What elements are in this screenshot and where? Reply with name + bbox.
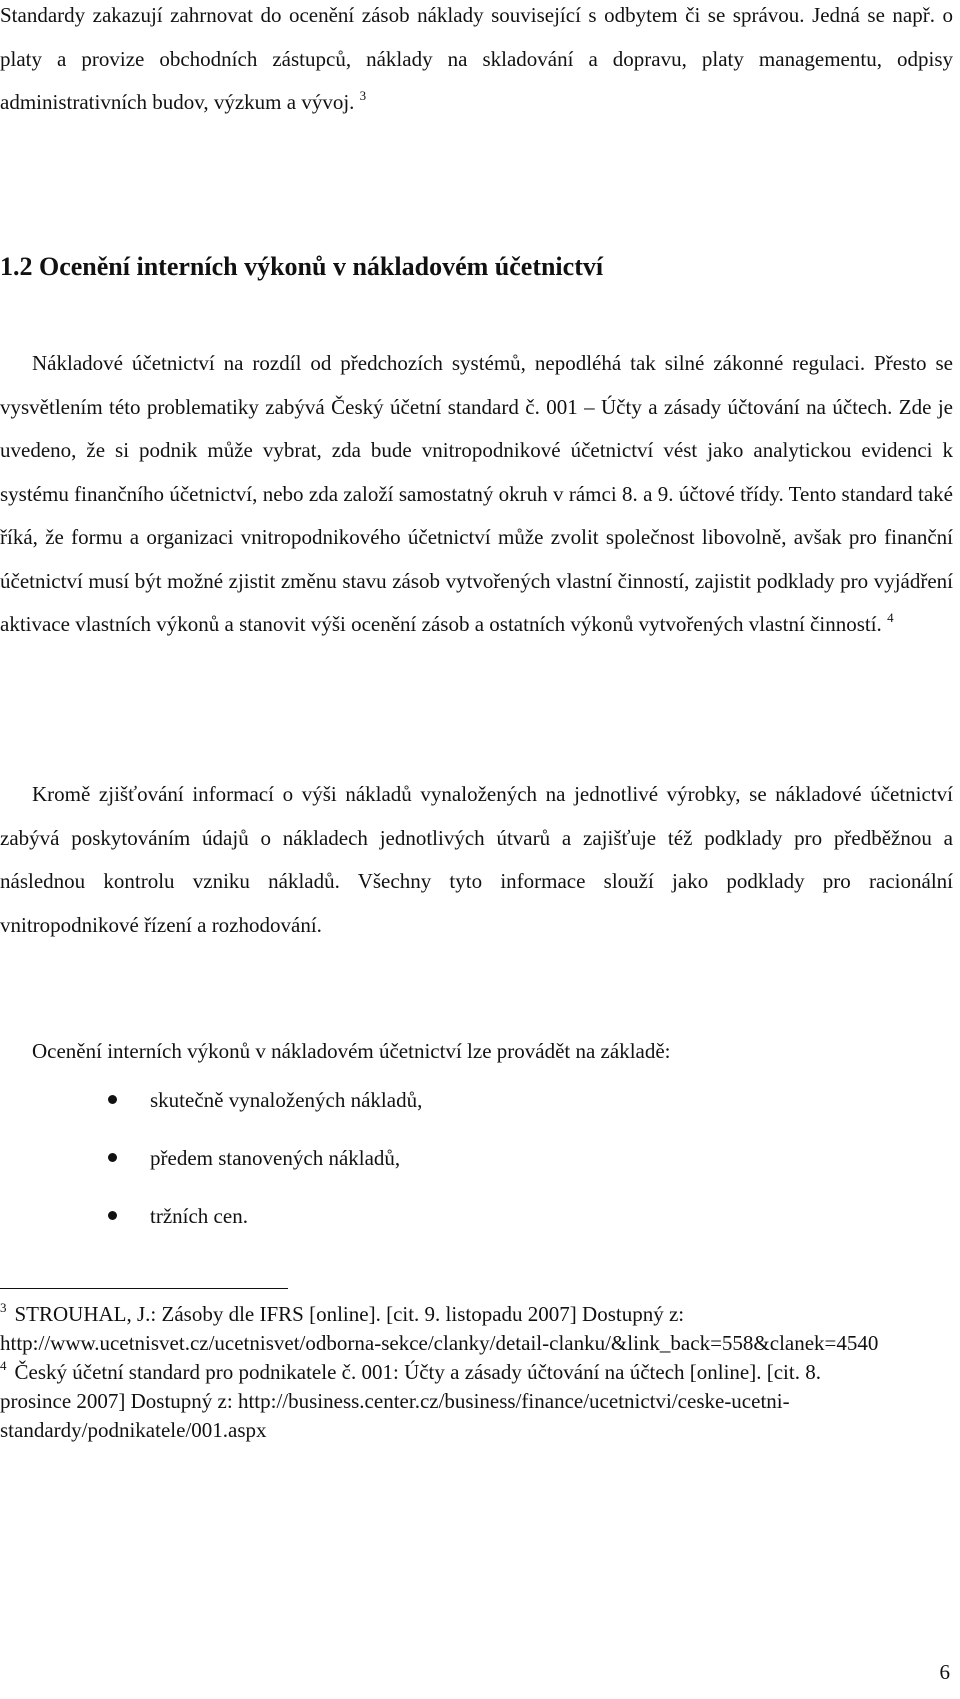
footnote-divider bbox=[0, 1288, 288, 1289]
bullet-icon bbox=[108, 1153, 117, 1162]
footnote-4: $^4$ Český účetní standard pro podnikatele č. 001: Účty a zásady účtování na účtech [online]. [cit. 8. prosince 2007] Dostupný z: http://business.center.cz/business/finance/ucetnictvi/ceske-ucetni-standardy/podnikatele/001.aspx bbox=[0, 1358, 821, 1442]
paragraph-2 bbox=[0, 342, 953, 647]
paragraph-intro-text: Standardy zakazují zahrnovat do ocenění zásob náklady související s odbytem či se správou. Jedná se např. o platy a provize obchodních zástupců, náklady na skladování a dopravu, platy managementu, odpisy administrativních budov, výzkum a vývoj. bbox=[0, 3, 953, 114]
list-item: předem stanovených nákladů, bbox=[108, 1140, 422, 1198]
section-heading: 1.2 Ocenění interních výkonů v nákladovém účetnictví bbox=[0, 252, 604, 281]
paragraph-intro bbox=[0, 0, 953, 125]
page-number: 6 bbox=[939, 1660, 950, 1684]
footnote-ref-4[interactable]: 4 bbox=[887, 610, 894, 625]
footnote-ref-3[interactable]: 3 bbox=[359, 88, 367, 103]
bullet-icon bbox=[108, 1211, 117, 1220]
valuation-basis-list bbox=[108, 1082, 422, 1256]
footnote-3: $^3$ STROUHAL, J.: Zásoby dle IFRS [online]. [cit. 9. listopadu 2007] Dostupný z: http://www.ucetnisvet.cz/ucetnisvet/odborna-sekce/clanky/detail-clanku/&link_back=558&clanek=4540 bbox=[0, 1300, 879, 1355]
paragraph-4: Ocenění interních výkonů v nákladovém účetnictví lze provádět na základě: bbox=[32, 1039, 671, 1063]
paragraph-2-text: Nákladové účetnictví na rozdíl od předchozích systémů, nepodléhá tak silné zákonné regulaci. Přesto se vysvětlením této problematiky zabývá Český účetní standard č. 001 – Účty a zásady účtování na účtech. Zde je uvedeno, že si podnik může vybrat, zda bude vnitropodnikové účetnictví vést jako analytickou evidenci k systému finančního účetnictví, nebo zda založí samostatný okruh v rámci 8. a 9. účtové třídy. Tento standard také říká, že formu a organizaci vnitropodnikového účetnictví může zvolit společnost libovolně, avšak pro finanční účetnictví musí být možné zjistit změnu stavu zásob vytvořených vlastní činností, zajistit podklady pro vyjádření aktivace vlastních výkonů a stanovit výši ocenění zásob a ostatních výkonů vytvořených vlastní činností. bbox=[0, 351, 953, 636]
paragraph-3: Kromě zjišťování informací o výši nákladů vynaložených na jednotlivé výrobky, se nákladové účetnictví zabývá poskytováním údajů o nákladech jednotlivých útvarů a zajišťuje též podklady pro předběžnou a následnou kontrolu vzniku nákladů. Všechny tyto informace slouží jako podklady pro racionální vnitropodnikové řízení a rozhodování. bbox=[0, 782, 953, 937]
list-item: skutečně vynaložených nákladů, bbox=[108, 1082, 422, 1140]
list-item: tržních cen. bbox=[108, 1198, 422, 1256]
bullet-icon bbox=[108, 1095, 117, 1104]
footnotes bbox=[0, 1300, 880, 1445]
